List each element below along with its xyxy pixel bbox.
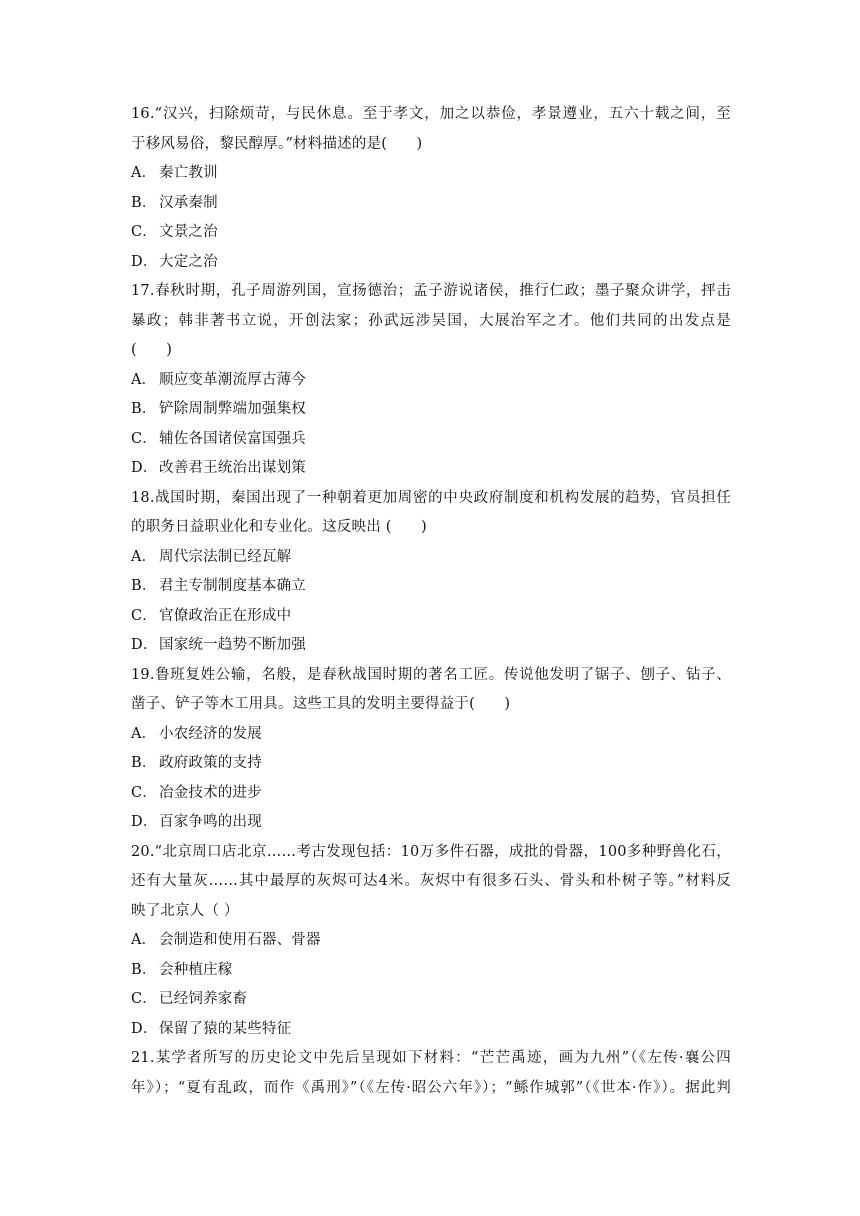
- option-text: 大定之治: [159, 253, 218, 270]
- question-stem-line: 于移风易俗，黎民醇厚。”材料描述的是( ): [131, 135, 423, 152]
- question-18: [131, 484, 731, 661]
- question-stem-line: 凿子、铲子等木工用具。这些工具的发明主要得益于( ): [131, 696, 511, 712]
- option-letter: D．: [131, 460, 158, 476]
- option-text: 小农经济的发展: [159, 725, 262, 742]
- option-text: 官僚政治正在形成中: [159, 607, 292, 624]
- question-stem-line: ( ): [131, 342, 173, 358]
- option-text: 已经饲养家畜: [159, 991, 248, 1007]
- option-text: 国家统一趋势不断加强: [159, 637, 306, 653]
- option-c: [131, 218, 731, 248]
- question-stem-line: 年》）；“夏有乱政，而作《禹刑》”（《左传·昭公六年》）；“鲧作城郭”（《世本·作》）。据此判: [131, 1079, 731, 1096]
- option-b: [131, 395, 731, 425]
- option-letter: D．: [131, 637, 158, 653]
- question-stem-line: 21.某学者所写的历史论文中先后呈现如下材料：“芒芒禹迹，画为九州”（《左传·襄公四: [131, 1050, 731, 1066]
- option-letter: B．: [131, 961, 157, 978]
- option-text: 改善君王统治出谋划策: [159, 460, 306, 476]
- option-d: [131, 248, 731, 278]
- option-letter: A．: [131, 548, 157, 565]
- option-d: [131, 1015, 731, 1045]
- option-a: [131, 926, 731, 956]
- option-letter: C．: [131, 784, 157, 801]
- option-a: [131, 159, 731, 189]
- option-letter: C．: [131, 991, 157, 1007]
- question-16: [131, 100, 731, 277]
- option-text: 冶金技术的进步: [159, 784, 262, 801]
- option-text: 辅佐各国诸侯富国强兵: [159, 430, 306, 447]
- option-d: [131, 808, 731, 838]
- option-a: [131, 366, 731, 396]
- question-list: [131, 100, 731, 1103]
- option-b: [131, 749, 731, 779]
- question-17: [131, 277, 731, 484]
- option-letter: C．: [131, 430, 157, 447]
- option-letter: B．: [131, 194, 157, 211]
- option-text: 秦亡教训: [159, 165, 218, 181]
- option-text: 铲除周制弊端加强集权: [159, 401, 306, 417]
- question-stem-line: 映了北京人（ ）: [131, 902, 239, 919]
- option-letter: B．: [131, 755, 157, 771]
- option-text: 君主专制制度基本确立: [159, 578, 306, 594]
- option-letter: D．: [131, 1020, 158, 1037]
- option-text: 周代宗法制已经瓦解: [159, 548, 292, 565]
- option-letter: A．: [131, 165, 157, 181]
- question-stem-line: 18.战国时期，秦国出现了一种朝着更加周密的中央政府制度和机构发展的趋势，官员担任: [131, 489, 731, 506]
- question-stem-line: 暴政；韩非著书立说，开创法家；孙武远涉吴国，大展治军之才。他们共同的出发点是: [131, 312, 731, 329]
- option-letter: B．: [131, 401, 157, 417]
- option-letter: D．: [131, 814, 158, 830]
- option-a: [131, 543, 731, 573]
- question-stem-line: 16.“汉兴，扫除烦苛，与民休息。至于孝文，加之以恭俭，孝景遵业，五六十载之间，至: [131, 106, 731, 122]
- option-b: [131, 956, 731, 986]
- question-19: [131, 661, 731, 838]
- question-stem-line: 还有大量灰……其中最厚的灰烬可达4米。灰烬中有很多石头、骨头和朴树子等。”材料反: [131, 873, 731, 889]
- option-letter: A．: [131, 371, 157, 388]
- question-21: [131, 1044, 731, 1103]
- option-text: 文景之治: [159, 224, 218, 240]
- option-a: [131, 720, 731, 750]
- option-d: [131, 454, 731, 484]
- option-letter: C．: [131, 224, 157, 240]
- option-letter: B．: [131, 578, 157, 594]
- option-letter: A．: [131, 725, 157, 742]
- option-c: [131, 985, 731, 1015]
- option-text: 汉承秦制: [159, 194, 218, 211]
- option-letter: C．: [131, 607, 157, 624]
- option-text: 会制造和使用石器、骨器: [159, 932, 321, 948]
- option-d: [131, 631, 731, 661]
- option-letter: A．: [131, 932, 157, 948]
- question-stem-line: 的职务日益职业化和专业化。这反映出 ( ): [131, 519, 427, 535]
- question-stem-line: 17.春秋时期，孔子周游列国，宣扬德治；孟子游说诸侯，推行仁政；墨子聚众讲学，抨击: [131, 283, 731, 299]
- option-c: [131, 779, 731, 809]
- option-text: 会种植庄稼: [159, 961, 233, 978]
- question-20: [131, 838, 731, 1045]
- question-stem-line: 20.“北京周口店北京……考古发现包括：10万多件石器，成批的骨器，100多种野兽化石，: [131, 843, 731, 860]
- option-text: 政府政策的支持: [159, 755, 262, 771]
- option-text: 保留了猿的某些特征: [159, 1020, 292, 1037]
- option-c: [131, 425, 731, 455]
- option-text: 百家争鸣的出现: [159, 814, 262, 830]
- option-letter: D．: [131, 253, 158, 270]
- option-b: [131, 572, 731, 602]
- option-b: [131, 189, 731, 219]
- option-c: [131, 602, 731, 632]
- question-stem-line: 19.鲁班复姓公输，名般，是春秋战国时期的著名工匠。传说他发明了锯子、刨子、钻子、: [131, 666, 731, 683]
- option-text: 顺应变革潮流厚古薄今: [159, 371, 306, 388]
